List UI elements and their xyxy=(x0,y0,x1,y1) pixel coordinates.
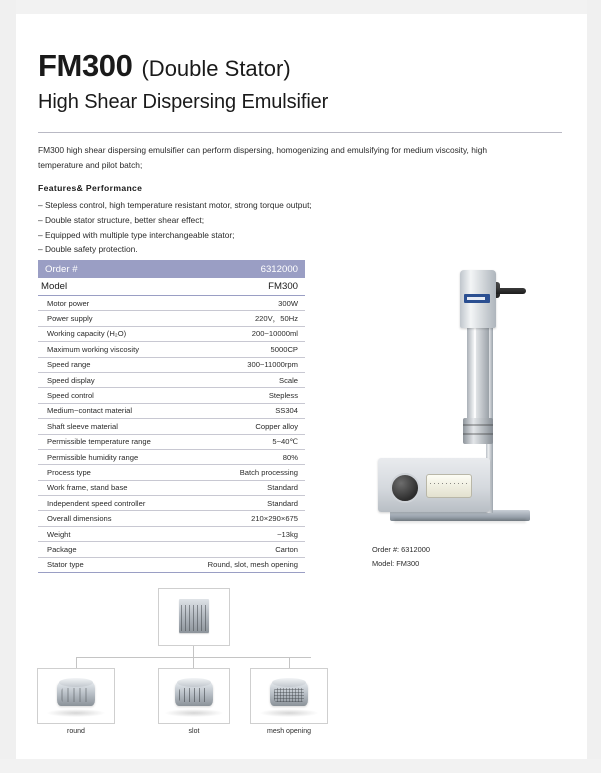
spec-value: Round, slot, mesh opening xyxy=(181,557,305,572)
connector-branch-right xyxy=(289,657,290,668)
table-row xyxy=(38,342,305,357)
spec-value: 200~10000ml xyxy=(181,326,305,341)
spec-value: 80% xyxy=(181,449,305,464)
intro-paragraph: FM300 high shear dispersing emulsifier can perform dispersing, homogenizing and emulsifying for medium viscosity, high temperature and pilot batch; xyxy=(38,145,488,170)
control-scale-dial xyxy=(426,474,472,498)
connector-vertical-main xyxy=(193,646,194,657)
specification-table xyxy=(38,260,305,573)
spec-label: Permissible humidity range xyxy=(38,449,181,464)
table-row xyxy=(38,403,305,418)
spec-label: Overall dimensions xyxy=(38,511,181,526)
spec-label: Motor power xyxy=(38,296,181,311)
photo-caption xyxy=(372,543,430,571)
spec-value: 5000CP xyxy=(181,342,305,357)
table-row xyxy=(38,419,305,434)
spec-label: Permissible temperature range xyxy=(38,434,181,449)
stator-type-diagram xyxy=(28,588,358,753)
table-row-order xyxy=(38,260,305,278)
diagram-node-slot xyxy=(158,668,230,724)
spec-value: Copper alloy xyxy=(181,419,305,434)
model-value: FM300 xyxy=(181,278,305,296)
table-row-model xyxy=(38,278,305,296)
stator-ring-upper xyxy=(463,424,493,426)
shadow xyxy=(260,709,318,717)
page-header xyxy=(38,48,558,114)
page-title: FM300 xyxy=(38,48,133,83)
spec-value: SS304 xyxy=(181,403,305,418)
model-label: Model xyxy=(38,278,181,296)
spec-value: 300W xyxy=(181,296,305,311)
spec-label: Weight xyxy=(38,526,181,541)
diagram-label-slot: slot xyxy=(188,728,200,735)
spec-label: Speed display xyxy=(38,372,181,387)
table-row xyxy=(38,357,305,372)
header-divider xyxy=(38,132,562,133)
diagram-node-mesh xyxy=(250,668,328,724)
table-row xyxy=(38,449,305,464)
page-edge-right xyxy=(587,0,601,773)
page-edge-bottom xyxy=(0,759,601,773)
table-row xyxy=(38,372,305,387)
feature-item: – Double stator structure, better shear effect; xyxy=(38,214,205,225)
stator-mesh-icon xyxy=(270,682,308,706)
spec-label: Process type xyxy=(38,465,181,480)
order-label: Order # xyxy=(38,260,181,278)
spec-value: 210×290×675 xyxy=(181,511,305,526)
spec-label: Shaft sleeve material xyxy=(38,419,181,434)
spec-value: Scale xyxy=(181,372,305,387)
table-row xyxy=(38,388,305,403)
feature-item: – Stepless control, high temperature resistant motor, strong torque output; xyxy=(38,200,312,210)
spec-label: Working capacity (H₂O) xyxy=(38,326,181,341)
spec-label: Stator type xyxy=(38,557,181,572)
spec-label: Work frame, stand base xyxy=(38,480,181,495)
table-row xyxy=(38,557,305,572)
spec-value: 220V，50Hz xyxy=(181,311,305,326)
spec-value: ~13kg xyxy=(181,526,305,541)
photo-caption-model: Model: FM300 xyxy=(372,559,420,568)
shaft-housing xyxy=(467,328,489,424)
spec-value: Standard xyxy=(181,480,305,495)
control-knob xyxy=(390,473,420,503)
table-row xyxy=(38,311,305,326)
table-row xyxy=(38,296,305,311)
spec-label: Package xyxy=(38,542,181,557)
spec-label: Power supply xyxy=(38,311,181,326)
spec-value: 300~11000rpm xyxy=(181,357,305,372)
page-subtitle: High Shear Dispersing Emulsifier xyxy=(38,91,329,113)
table-row xyxy=(38,496,305,511)
table-row xyxy=(38,526,305,541)
table-row xyxy=(38,465,305,480)
table-row xyxy=(38,326,305,341)
spec-value: Carton xyxy=(181,542,305,557)
stator-slot-icon xyxy=(175,682,213,706)
product-photo xyxy=(360,258,565,558)
stator-head xyxy=(463,418,493,444)
diagram-node-round xyxy=(37,668,115,724)
diagram-label-round: round xyxy=(67,728,85,735)
feature-item: – Double safety protection. xyxy=(38,244,138,255)
spec-value: 5~40℃ xyxy=(181,434,305,449)
stator-assembly-icon xyxy=(179,599,209,633)
table-row xyxy=(38,511,305,526)
spec-value: Batch processing xyxy=(181,465,305,480)
spec-label: Speed control xyxy=(38,388,181,403)
shadow xyxy=(165,709,223,717)
order-value: 6312000 xyxy=(181,260,305,278)
spec-value: Standard xyxy=(181,496,305,511)
brand-label xyxy=(464,294,490,303)
spec-label: Maximum working viscosity xyxy=(38,342,181,357)
table-row xyxy=(38,434,305,449)
speed-controller-box xyxy=(378,458,490,512)
photo-caption-order: Order #: 6312000 xyxy=(372,545,430,554)
spec-label: Independent speed controller xyxy=(38,496,181,511)
connector-branch-center xyxy=(193,657,194,668)
motor-arm xyxy=(494,288,526,294)
diagram-node-assembly xyxy=(158,588,230,646)
page-title-suffix: (Double Stator) xyxy=(141,56,291,81)
title-row xyxy=(38,48,558,84)
spec-label: Medium~contact material xyxy=(38,403,181,418)
features-list xyxy=(38,198,368,257)
table-row xyxy=(38,480,305,495)
motor-head xyxy=(460,270,496,328)
stator-round-icon xyxy=(57,682,95,706)
connector-branch-left xyxy=(76,657,77,668)
diagram-label-mesh: mesh opening xyxy=(267,728,311,735)
page-edge-left xyxy=(0,0,16,773)
page-edge-top xyxy=(0,0,601,14)
feature-item: – Equipped with multiple type interchangeable stator; xyxy=(38,229,235,240)
shadow xyxy=(47,709,105,717)
features-heading: Features& Performance xyxy=(38,183,143,193)
stator-ring-lower xyxy=(463,433,493,435)
spec-value: Stepless xyxy=(181,388,305,403)
table-row xyxy=(38,542,305,557)
spec-label: Speed range xyxy=(38,357,181,372)
